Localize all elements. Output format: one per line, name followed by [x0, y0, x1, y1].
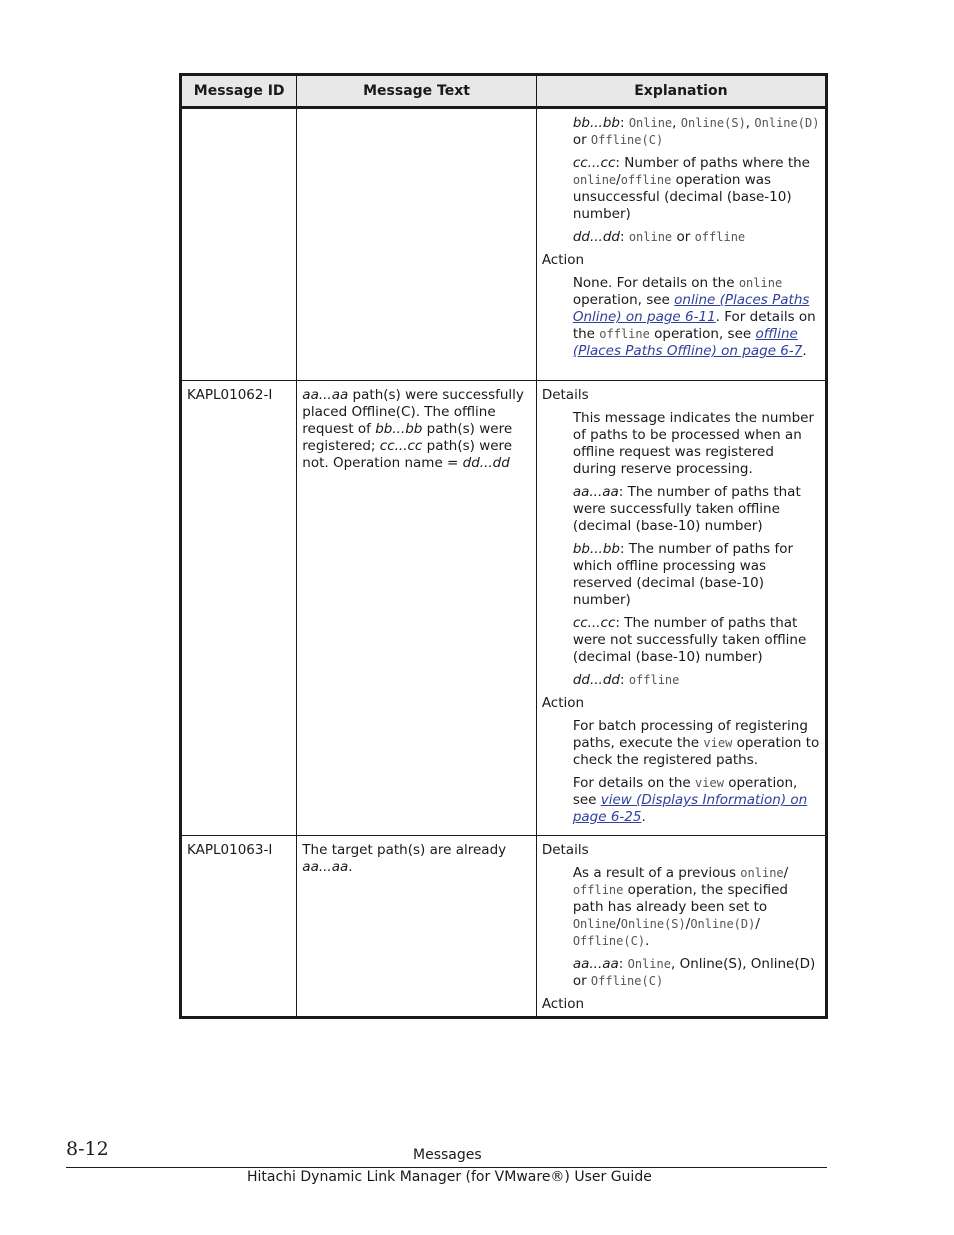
code-text: Online(D) — [754, 116, 820, 130]
table-row — [181, 836, 827, 1018]
text: . — [641, 809, 646, 825]
code-text: offline — [620, 173, 672, 187]
message-id-cell: KAPL01063-I — [181, 836, 297, 1018]
variable-label: aa...aa — [572, 956, 619, 972]
code-text: view — [695, 776, 724, 790]
text: . — [348, 859, 353, 875]
code-text: Online(S) — [620, 917, 686, 931]
details-heading: Details — [541, 387, 589, 403]
details-heading: Details — [541, 842, 589, 858]
variable-label: dd...dd — [572, 672, 620, 688]
action-item — [542, 775, 820, 826]
variable-label: bb...bb — [572, 541, 620, 557]
text: For details on the — [572, 775, 696, 791]
explanation-cell — [536, 108, 826, 381]
action-item — [542, 275, 820, 360]
code-text: offline — [694, 230, 746, 244]
text: operation, the specified path has already been set to — [572, 882, 788, 915]
text: . For details on the — [572, 309, 816, 342]
code-text: online — [738, 276, 783, 290]
code-text: online — [572, 173, 617, 187]
message-id-cell — [181, 108, 297, 381]
explanation-cell — [536, 836, 826, 1018]
text: : The number of paths that were not successfully taken offline (decimal (base-10) number) — [572, 615, 807, 665]
table-row — [181, 108, 827, 381]
explanation-item: cc...cc: Number of paths where the online/offline operation was unsuccessful (decimal (base-10) number) — [572, 155, 810, 222]
page-number: 8-12 — [66, 1138, 109, 1160]
variable-label: bb...bb — [375, 421, 423, 437]
text: : The number of paths for which offline processing was reserved (decimal (base-10) number) — [572, 541, 794, 608]
table-row — [181, 381, 827, 836]
explanation-item: As a result of a previous online/ offline operation, the specified path has already been set to Online/Online(S)/Online(D)/ Offline(C). — [572, 865, 789, 949]
variable-label: cc...cc — [572, 155, 616, 171]
text: or — [672, 229, 695, 245]
code-text: Online — [627, 957, 671, 971]
text: path(s) were successfully placed Offline(C). The offline request of — [302, 387, 524, 437]
text: , Online(S), Online(D) or — [572, 956, 816, 989]
text: The target path(s) are already — [302, 842, 507, 858]
code-text: offline — [628, 673, 680, 687]
message-text-cell — [297, 108, 537, 381]
action-heading: Action — [541, 252, 585, 268]
guide-title: Hitachi Dynamic Link Manager (for VMware®) User Guide — [247, 1169, 652, 1185]
text: path(s) were registered; — [302, 421, 513, 454]
section-name: Messages — [413, 1147, 482, 1163]
text: operation, see — [649, 326, 756, 342]
explanation-item: dd...dd: online or offline — [572, 229, 746, 245]
view-reference-link[interactable]: view (Displays Information) on page 6-25 — [572, 792, 808, 825]
code-text: Online — [572, 917, 617, 931]
code-text: offline — [599, 327, 650, 341]
message-text-cell — [297, 836, 537, 1018]
text: path(s) were not. Operation name = — [302, 438, 513, 471]
text: None. For details on the — [572, 275, 739, 291]
footer-divider — [66, 1167, 827, 1168]
message-id-cell: KAPL01062-I — [181, 381, 297, 836]
code-text: view — [703, 736, 733, 750]
online-reference-link[interactable]: online (Places Paths Online) on page 6-11 — [572, 292, 810, 325]
code-text: Offline(C) — [590, 133, 664, 147]
code-text: online — [628, 230, 673, 244]
code-text: Online(S) — [680, 116, 746, 130]
text: For batch processing of registering paths, execute the — [572, 718, 808, 751]
code-text: Online — [628, 116, 673, 130]
explanation-item — [542, 541, 820, 609]
variable-label: bb...bb — [572, 115, 620, 131]
variable-label: aa...aa — [302, 387, 349, 403]
offline-reference-link[interactable]: offline (Places Paths Offline) on page 6-7 — [572, 326, 803, 359]
text: operation to check the registered paths. — [572, 735, 820, 768]
action-heading: Action — [541, 695, 585, 711]
text: or — [572, 132, 591, 148]
text: operation was unsuccessful (decimal (base-10) number) — [572, 172, 792, 222]
variable-label: dd...dd — [572, 229, 620, 245]
table-header-row — [181, 75, 827, 108]
text: : — [619, 115, 629, 131]
variable-label: cc...cc — [572, 615, 616, 631]
code-text: Offline(C) — [590, 974, 664, 988]
code-text: online — [740, 866, 784, 880]
header-message-id: Message ID — [181, 75, 297, 108]
text: : Number of paths where the — [615, 155, 810, 171]
variable-label: cc...cc — [379, 438, 423, 454]
code-text: offline — [572, 883, 624, 897]
explanation-item: This message indicates the number of paths to be processed when an offline request was registered during reserve processing. — [572, 410, 815, 477]
variable-label: dd...dd — [462, 455, 510, 471]
variable-label: aa...aa — [572, 484, 619, 500]
header-message-text: Message Text — [297, 75, 537, 108]
explanation-item: aa...aa: Online, Online(S), Online(D) or Offline(C) — [572, 956, 816, 989]
explanation-item: bb...bb: Online, Online(S), Online(D) or Offline(C) — [572, 115, 820, 148]
text: : The number of paths that were successfully taken offline (decimal (base-10) number) — [572, 484, 801, 534]
explanation-item — [542, 615, 820, 666]
text: operation, see — [572, 292, 675, 308]
action-item — [542, 718, 820, 769]
text: As a result of a previous — [572, 865, 741, 881]
explanation-item — [542, 484, 820, 535]
code-text: Online(D) — [690, 917, 756, 931]
messages-table — [179, 73, 828, 1019]
header-explanation: Explanation — [536, 75, 826, 108]
code-text: Offline(C) — [572, 934, 646, 948]
variable-label: aa...aa — [302, 859, 349, 875]
explanation-item: dd...dd: offline — [572, 672, 680, 688]
action-heading: Action — [541, 996, 585, 1012]
message-text-cell — [297, 381, 537, 836]
text: . — [802, 343, 807, 359]
explanation-cell — [536, 381, 826, 836]
text: operation, see — [572, 775, 798, 808]
